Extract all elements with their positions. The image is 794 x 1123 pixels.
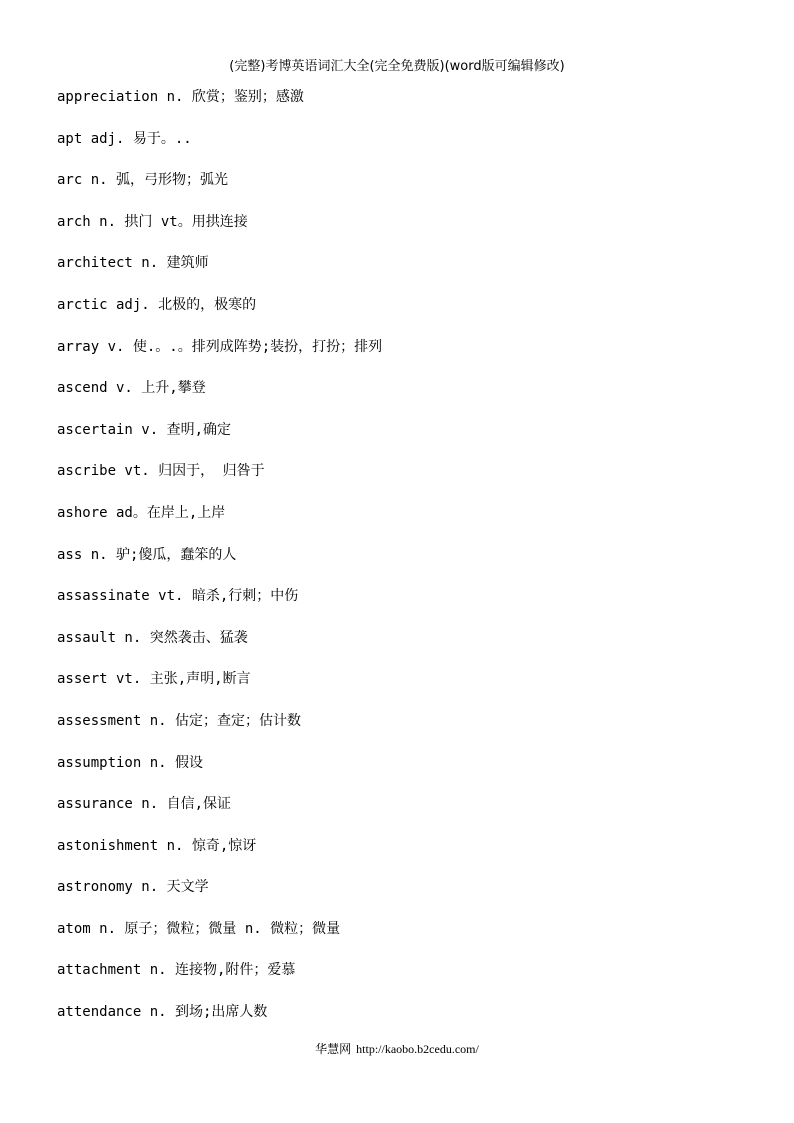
vocab-entry: attachment n. 连接物,附件；爱慕 [57, 962, 296, 979]
vocab-entry: arch n. 拱门 vt。用拱连接 [57, 213, 248, 230]
vocabulary-list [57, 86, 757, 1043]
vocab-entry: ascertain v. 查明,确定 [57, 421, 232, 438]
vocab-entry: architect n. 建筑师 [57, 255, 209, 272]
vocab-entry: atom n. 原子；微粒；微量 n. 微粒；微量 [57, 920, 341, 937]
vocab-entry: arctic adj. 北极的，极寒的 [57, 296, 257, 313]
vocab-entry: arc n. 弧，弓形物；弧光 [57, 172, 229, 189]
vocab-entry: assessment n. 估定；查定；估计数 [57, 712, 302, 729]
footer-site-name: 华慧网 [315, 1042, 352, 1056]
vocab-entry: assert vt. 主张,声明,断言 [57, 671, 251, 688]
vocab-entry: ascend v. 上升,攀登 [57, 380, 206, 397]
vocab-entry: assumption n. 假设 [57, 754, 204, 771]
vocab-entry: assassinate vt. 暗杀,行刺；中伤 [57, 588, 299, 605]
vocab-entry: astronomy n. 天文学 [57, 879, 209, 896]
page-header: (完整)考博英语词汇大全(完全免费版)(word版可编辑修改) [229, 59, 565, 74]
vocab-entry: ascribe vt. 归因于， 归咎于 [57, 463, 265, 480]
vocab-entry: ass n. 驴;傻瓜，蠢笨的人 [57, 546, 237, 563]
vocab-entry: astonishment n. 惊奇,惊讶 [57, 837, 257, 854]
vocab-entry: appreciation n. 欣赏；鉴别；感激 [57, 89, 304, 105]
vocab-entry: attendance n. 到场;出席人数 [57, 1004, 268, 1021]
vocab-entry: array v. 使.。.。排列成阵势;装扮，打扮；排列 [57, 338, 383, 355]
vocab-entry: ashore ad。在岸上,上岸 [57, 504, 226, 521]
vocab-entry: assurance n. 自信,保证 [57, 796, 232, 813]
vocab-entry: apt adj. 易于。.. [57, 130, 192, 147]
footer-url-link[interactable]: http://kaobo.b2cedu.com/ [356, 1042, 479, 1056]
page-footer [0, 1041, 794, 1057]
vocab-entry: assault n. 突然袭击、猛袭 [57, 629, 248, 646]
